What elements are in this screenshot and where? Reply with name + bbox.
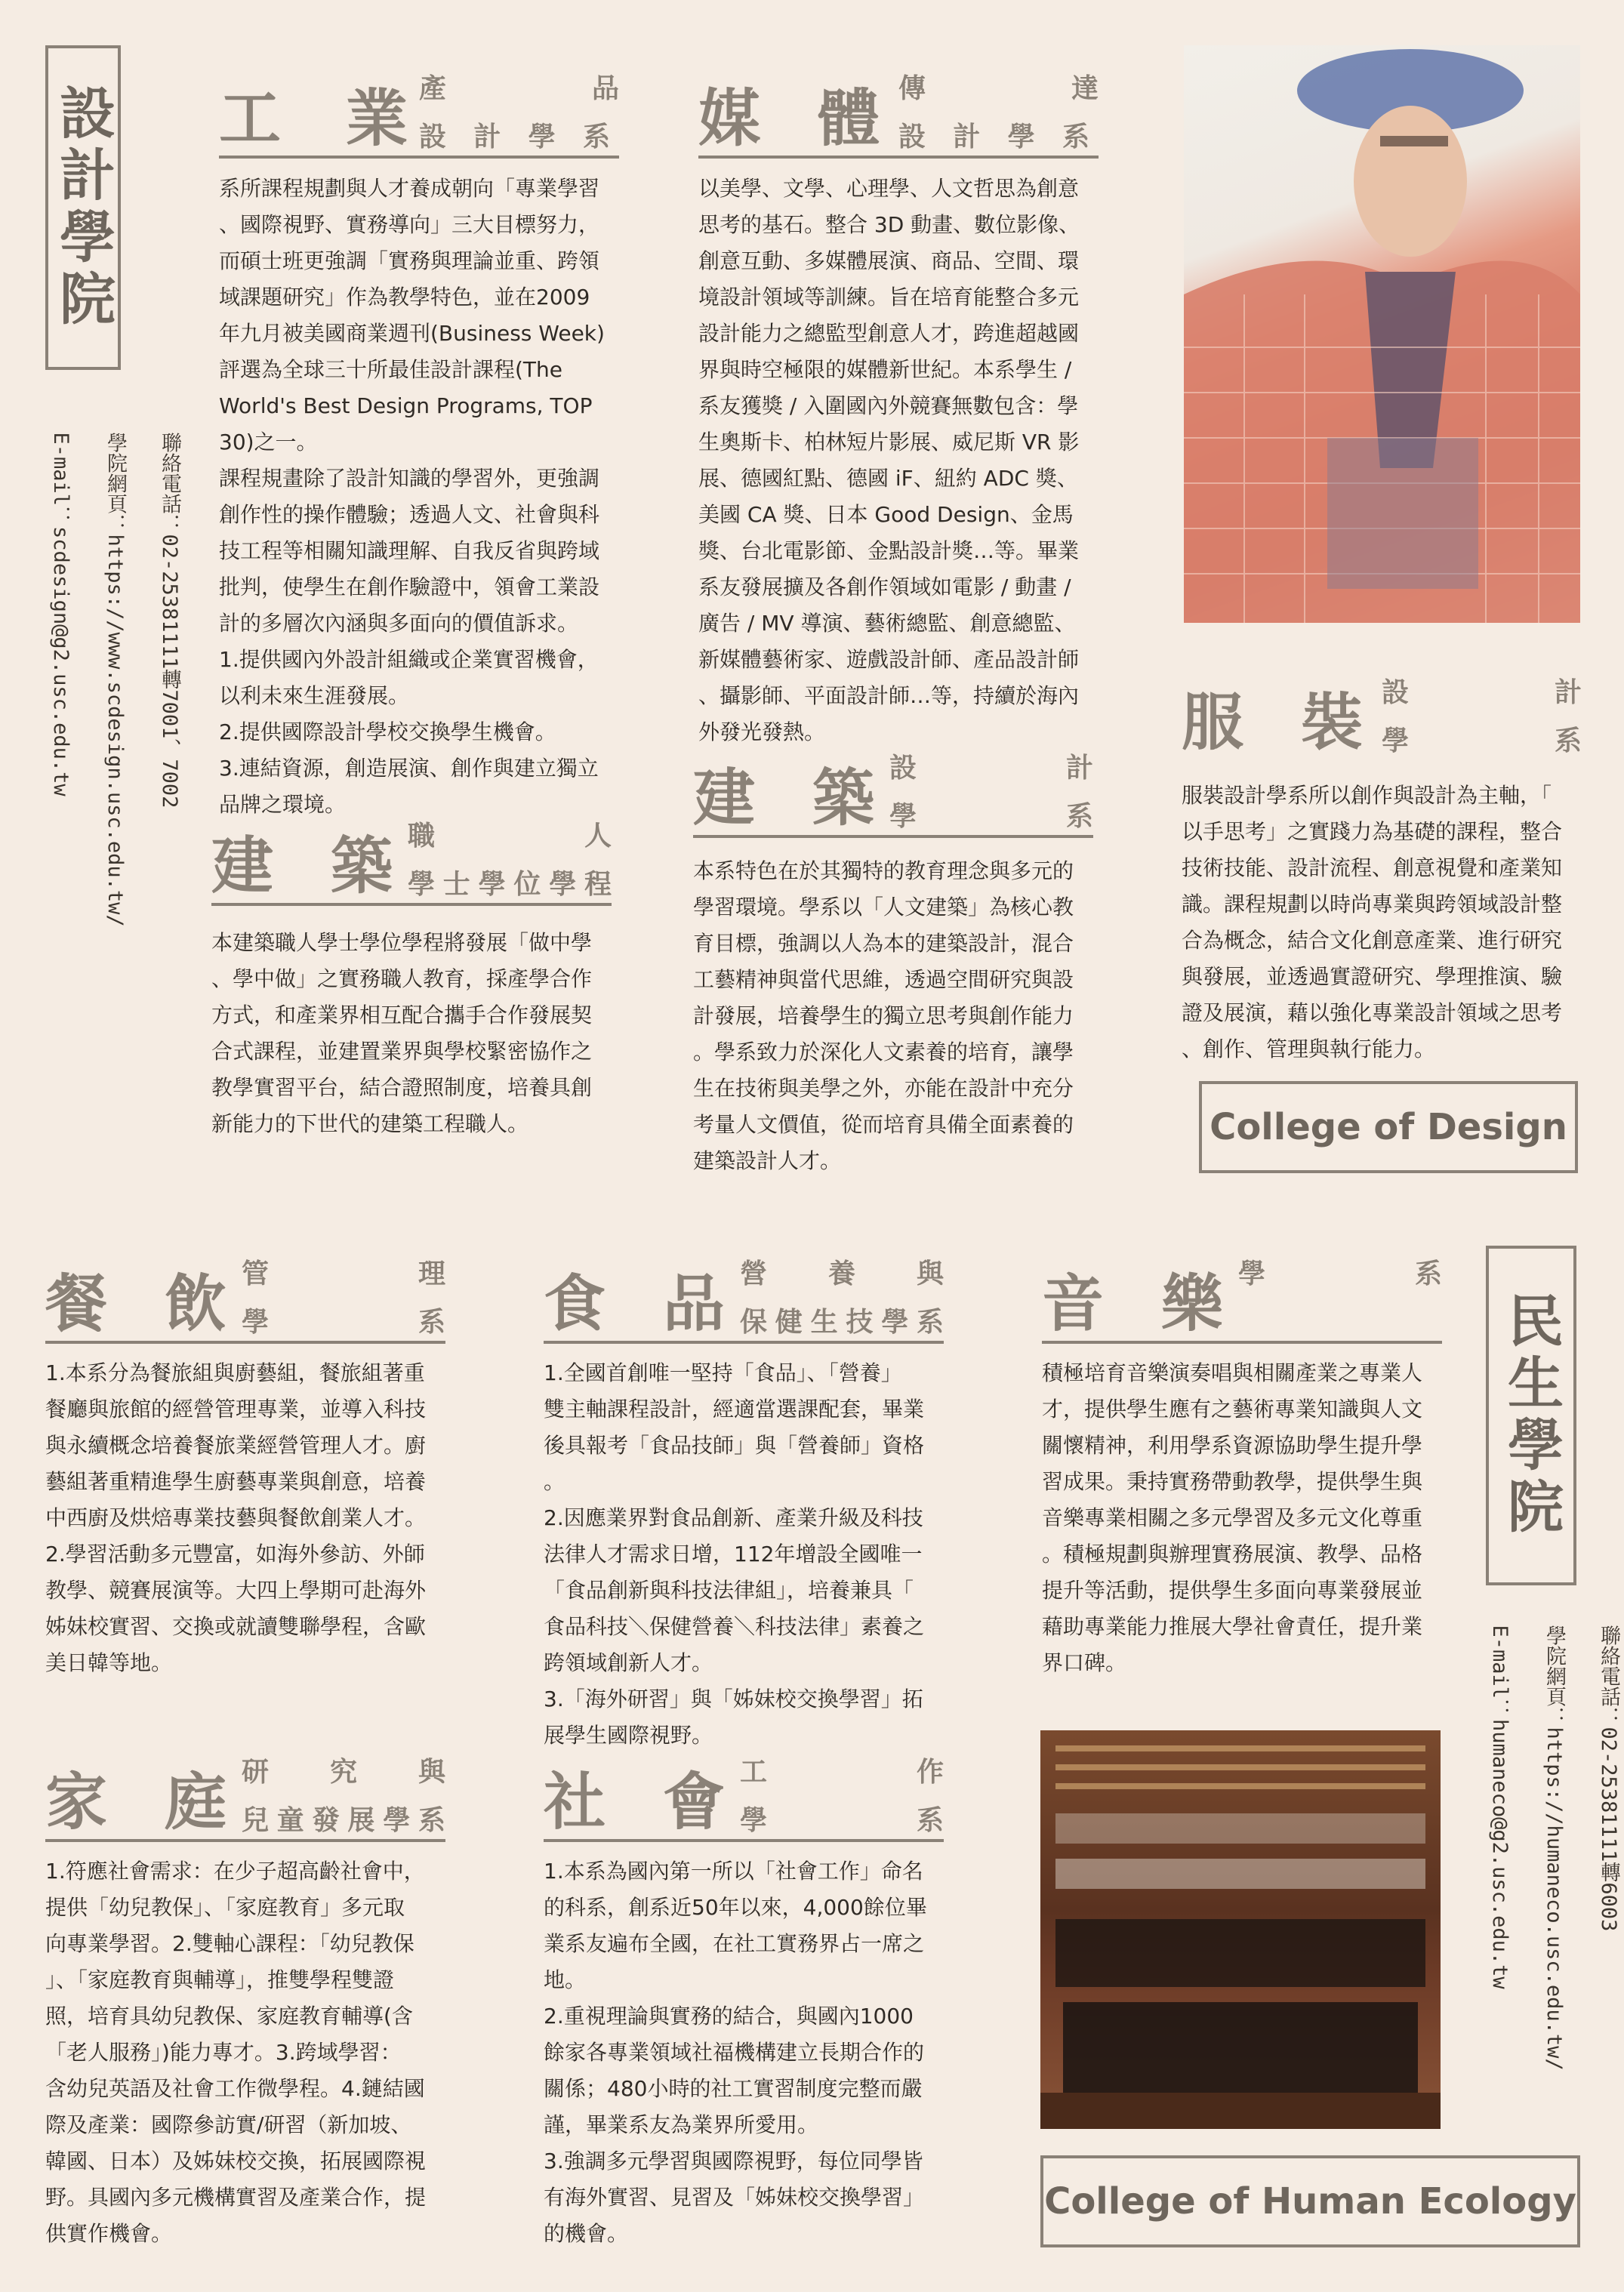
dept-subtitle-char: 學 (889, 801, 917, 832)
dept-subtitle-1 (242, 1748, 445, 1797)
dept-char: 業 (345, 82, 408, 155)
dept-subtitle-char: 達 (1071, 73, 1099, 104)
dept-char: 品 (662, 1268, 725, 1340)
dept-char: 築 (812, 762, 874, 834)
dept-char: 裝 (1300, 686, 1363, 759)
dept-subtitle-1 (408, 812, 612, 861)
dept-heading-music (1042, 1238, 1442, 1344)
dept-heading-media (698, 53, 1099, 159)
dept-text-arch-program: 本建築職人學士學位學程將發展「做中學 、學中做」之實務職人教育，採產學合作 方式，和產業界相互配合攜手合作發展契 合式課程，並建置業界與學校緊密協作之 教學實習平台，結合證照制度，培養具創 新能力的下世代的建築工程職人。 (211, 930, 593, 1136)
dept-subtitle-char: 系 (916, 1805, 944, 1836)
human-ecology-email: E-mail：humaneco@g2.usc.edu.tw (1488, 1625, 1512, 1989)
divider (544, 1839, 944, 1842)
dept-heading-hospitality (45, 1238, 445, 1344)
college-of-design-label: College of Design (1199, 1081, 1578, 1173)
dept-subtitle-char: 學 (528, 122, 565, 152)
dept-subtitle-char: 產 (419, 73, 447, 104)
dept-subtitle-char: 童 (276, 1805, 304, 1836)
dept-heading-social-work (544, 1736, 944, 1842)
divider (1042, 1341, 1442, 1344)
fashion-photo (1184, 45, 1580, 623)
dept-subtitle-char: 營 (740, 1258, 768, 1289)
design-web: 學院網頁：https://www.scdesign.usc.edu.tw/ (103, 432, 127, 927)
dept-text-industrial: 系所課程規劃與人才養成朝向「專業學習 、國際視野、實務導向」三大目標努力， 而碩士班更強調「實務與理論並重、跨領 域課題研究」作為教學特色，並在2009 年九月被美國商業週刊(Business Week) 評選為全球三十所最佳設計課程(The World's Best Design Programs, TOP 30)之一。 課程規畫除了設計知識的學習外，更強調 創作性的操作體驗；透過人文、社會與科 技工程等相關知識理解、自我反省與跨域 批判，使學生在創作驗證中，領會工業設 計的多層次內涵與多面向的價值訴求。 1.提供國內外設計組織或企業實習機會， 以利未來生涯發展。 2.提供國際設計學校交換學生機會。 3.連結資源，創造展演、創作與建立獨立 品牌之環境。 (219, 176, 605, 817)
dept-subtitle-2 (242, 1797, 445, 1845)
dept-subtitle-char: 人 (584, 821, 612, 852)
dept-subtitle-char: 士 (442, 869, 470, 900)
dept-char: 食 (544, 1268, 606, 1340)
dept-subtitle-2 (898, 113, 1099, 162)
orchestra-photo-art (1040, 1730, 1441, 2129)
dept-heading-family (45, 1736, 445, 1842)
dept-subtitle-1 (1382, 669, 1582, 717)
design-email: E-mail：scdesign@g2.usc.edu.tw (49, 432, 72, 796)
dept-subtitle-char: 設 (419, 122, 456, 152)
dept-char: 媒 (698, 82, 761, 155)
divider (693, 835, 1093, 838)
dept-subtitle-char: 理 (418, 1258, 445, 1289)
dept-subtitle-char: 設 (898, 122, 935, 152)
dept-subtitle-char: 技 (846, 1307, 874, 1338)
human-ecology-contact (1486, 1600, 1624, 2071)
dept-char: 建 (693, 762, 756, 834)
dept-subtitle-char: 系 (582, 122, 619, 152)
dept-subtitle-char: 究 (329, 1757, 357, 1788)
dept-subtitle-char: 兒 (242, 1805, 270, 1836)
dept-char: 餐 (45, 1268, 108, 1340)
divider (544, 1341, 944, 1344)
dept-char: 築 (330, 830, 393, 902)
dept-subtitle-2 (1238, 1250, 1442, 1298)
dept-text-fashion: 服裝設計學系所以創作與設計為主軸，「 以手思考」之實踐力為基礎的課程，整合 技術技能、設計流程、創意視覺和產業知 識。課程規劃以時尚專業與跨領域設計整 合為概念，結合文化創意產業、進行研究 與發展，並透過實證研究、學理推演、驗 證及展演，藉以強化專業設計領域之思考 、創作、管理與執行能力。 (1182, 783, 1563, 1061)
dept-subtitle-2 (1382, 717, 1582, 766)
divider (219, 156, 619, 159)
dept-subtitle-char: 位 (513, 869, 541, 900)
dept-subtitle-char: 程 (584, 869, 612, 900)
dept-subtitle-char: 系 (418, 1307, 445, 1338)
dept-char: 家 (45, 1766, 108, 1838)
dept-subtitle-1 (419, 65, 619, 113)
dept-text-food: 1.全國首創唯一堅持「食品」、「營養」 雙主軸課程設計，經適當選課配套，畢業 後具報考「食品技師」與「營養師」資格 。 2.因應業界對食品創新、產業升級及科技 法律人才需求日增，112年增設全國唯一 「食品創新與科技法律組」，培養兼具「 食品科技＼保健營養＼科技法律」素養之 跨領域創新人才。 3.「海外研習」與「姊妹校交換學習」拓 展學生國際視野。 (544, 1360, 925, 1748)
dept-subtitle-2 (419, 113, 619, 162)
divider (45, 1341, 445, 1344)
dept-text-social-work: 1.本系為國內第一所以「社會工作」命名 的科系，創系近50年以來，4,000餘位畢 業系友遍布全國，在社工實務界占一席之 地。 2.重視理論與實務的結合，與國內1000 餘家各專業領域社福機構建立長期合作的 關係；480小時的社工實習制度完整而嚴 謹，畢業系友為業界所愛用。 3.強調多元學習與國際視野，每位同學皆 有海外實習、見習及「姊妹校交換學習」 的機會。 (544, 1859, 927, 2246)
dept-text-media: 以美學、文學、心理學、人文哲思為創意 思考的基石。整合 3D 動畫、數位影像、 創意互動、多媒體展演、商品、空間、環 境設計領域等訓練。旨在培育能整合多元 設計能力之總監型創意人才，跨進超越國 界與時空極限的媒體新世紀。本系學生 / 系友獲獎 / 入圍國內外競賽無數包含：學 生奧斯卡、柏林短片影展、威尼斯 VR 影 展、德國紅點、德國 iF、紐約 ADC 獎、 美國 CA 獎、日本 Good Design、金馬 獎、台北電影節、金點設計獎…等。畢業 系友發展擴及各創作領域如電影 / 動畫 / 廣告 / MV 導演、藝術總監、創意總監、 新媒體藝術家、遊戲設計師、產品設計師 、攝影師、平面設計師…等，持續於海內 外發光發熱。 (698, 176, 1080, 744)
dept-subtitle-char: 學 (408, 869, 436, 900)
dept-subtitle-char: 學 (740, 1805, 768, 1836)
dept-text-family: 1.符應社會需求：在少子超高齡社會中， 提供「幼兒教保」、「家庭教育」多元取 向專業學習。2.雙軸心課程：「幼兒教保 」、「家庭教育與輔導」，推雙學程雙證 照，培育具幼兒教保、家庭教育輔導(含 「老人服務」)能力專才。3.跨域學習： 含幼兒英語及社會工作微學程。4.鏈結國 際及產業：國際參訪實/研習（新加坡、 韓國、日本）及姊妹校交換，拓展國際視 野。具國內多元機構實習及產業合作，提 供實作機會。 (45, 1859, 427, 2246)
dept-subtitle-char: 職 (408, 821, 436, 852)
dept-subtitle-char: 系 (1062, 122, 1099, 152)
dept-subtitle-char: 系 (418, 1805, 445, 1836)
dept-subtitle-char: 品 (591, 73, 619, 104)
dept-subtitle-char: 學 (881, 1307, 909, 1338)
dept-text-music: 積極培育音樂演奏唱與相關產業之專業人 才，提供學生應有之藝術專業知識與人文 關懷精神，利用學系資源協助學生提升學 習成果。秉持實務帶動教學，提供學生與 音樂專業相關之多元學習及多元文化尊重 。積極規劃與辦理實務展演、教學、品格 提升等活動，提供學生多面向專業發展並 藉助專業能力推展大學社會責任，提升業 界口碑。 (1042, 1360, 1423, 1675)
dept-heading-industrial (219, 53, 619, 159)
dept-subtitle-char: 學 (242, 1307, 270, 1338)
dept-char: 社 (544, 1766, 606, 1838)
dept-char: 會 (662, 1766, 725, 1838)
dept-subtitle-1 (889, 744, 1093, 793)
dept-heading-fashion (1182, 657, 1582, 762)
dept-subtitle-char: 計 (1554, 677, 1582, 708)
dept-subtitle-char: 系 (1414, 1258, 1442, 1289)
dept-char: 飲 (164, 1268, 226, 1340)
human-ecology-web: 學院網頁：https://humaneco.usc.edu.tw/ (1542, 1625, 1566, 2071)
dept-subtitle-1 (740, 1250, 944, 1298)
college-of-human-ecology-label: College of Human Ecology (1040, 2155, 1580, 2247)
design-contact (47, 408, 210, 927)
dept-char: 庭 (164, 1766, 226, 1838)
dept-heading-arch-program (211, 800, 612, 906)
divider (45, 1839, 445, 1842)
dept-subtitle-char: 傳 (898, 73, 926, 104)
dept-subtitle-2 (408, 861, 612, 909)
dept-subtitle-char: 學 (383, 1805, 411, 1836)
dept-subtitle-char: 發 (312, 1805, 340, 1836)
dept-subtitle-char: 管 (242, 1258, 270, 1289)
dept-subtitle-2 (740, 1298, 944, 1347)
dept-subtitle-1 (242, 1250, 445, 1298)
dept-subtitle-char: 系 (916, 1307, 944, 1338)
dept-subtitle-2 (889, 793, 1093, 841)
dept-heading-architecture (693, 732, 1093, 838)
dept-subtitle-char: 學 (1382, 725, 1410, 756)
orchestra-photo (1040, 1730, 1441, 2129)
dept-char: 體 (817, 82, 880, 155)
dept-char: 工 (219, 82, 282, 155)
dept-subtitle-char: 展 (347, 1805, 375, 1836)
dept-subtitle-char: 作 (916, 1757, 944, 1788)
dept-subtitle-char: 計 (473, 122, 510, 152)
design-phone: 聯絡電話：02-25381111轉7001、7002 (158, 432, 181, 809)
divider (698, 156, 1099, 159)
dept-subtitle-1 (898, 65, 1099, 113)
human-ecology-college-title: 民生學院 (1486, 1246, 1576, 1585)
human-ecology-phone: 聯絡電話：02-25381111轉6003 (1597, 1625, 1620, 1932)
dept-subtitle-1 (740, 1748, 944, 1797)
dept-text-architecture: 本系特色在於其獨特的教育理念與多元的 學習環境。學系以「人文建築」為核心教 育目標，強調以人為本的建築設計，混合 工藝精神與當代思維，透過空間研究與設 計發展，培養學生的獨立思考與創作能力 。學系致力於深化人文素養的培育，讓學 生在技術與美學之外，亦能在設計中充分 考量人文價值，從而培育具備全面素養的 建築設計人才。 (693, 858, 1074, 1173)
dept-char: 樂 (1160, 1268, 1223, 1340)
dept-subtitle-char: 學 (1007, 122, 1044, 152)
dept-text-hospitality: 1.本系分為餐旅組與廚藝組，餐旅組著重 餐廳與旅館的經營管理專業，並導入科技 與永續概念培養餐旅業經營管理人才。廚 藝組著重精進學生廚藝專業與創意，培養 中西廚及烘焙專業技藝與餐飲創業人才。 2.學習活動多元豐富，如海外參訪、外師 教學、競賽展演等。大四上學期可赴海外 姊妹校實習、交換或就讀雙聯學程，含歐 美日韓等地。 (45, 1360, 427, 1675)
dept-subtitle-char: 設 (889, 753, 917, 784)
dept-subtitle-2 (242, 1298, 445, 1347)
dept-subtitle-char: 與 (916, 1258, 944, 1289)
divider (211, 903, 612, 906)
dept-subtitle-char: 工 (740, 1757, 768, 1788)
design-college-title: 設計學院 (45, 45, 121, 370)
dept-subtitle-2 (740, 1797, 944, 1845)
dept-char: 建 (211, 830, 274, 902)
dept-subtitle-char: 設 (1382, 677, 1410, 708)
dept-subtitle-char: 保 (740, 1307, 768, 1338)
dept-subtitle-char: 學 (549, 869, 577, 900)
dept-subtitle-char: 生 (810, 1307, 838, 1338)
dept-char: 音 (1042, 1268, 1105, 1340)
dept-subtitle-char: 計 (953, 122, 990, 152)
dept-subtitle-char: 學 (1238, 1258, 1266, 1289)
dept-char: 服 (1182, 686, 1244, 759)
dept-subtitle-char: 系 (1065, 801, 1093, 832)
dept-heading-food (544, 1238, 944, 1344)
dept-subtitle-char: 計 (1065, 753, 1093, 784)
dept-subtitle-char: 健 (775, 1307, 803, 1338)
dept-subtitle-char: 研 (242, 1757, 270, 1788)
dept-subtitle-char: 學 (478, 869, 506, 900)
dept-subtitle-char: 養 (827, 1258, 855, 1289)
dept-subtitle-char: 系 (1554, 725, 1582, 756)
dept-subtitle-char: 與 (418, 1757, 445, 1788)
fashion-photo-art (1184, 45, 1580, 623)
